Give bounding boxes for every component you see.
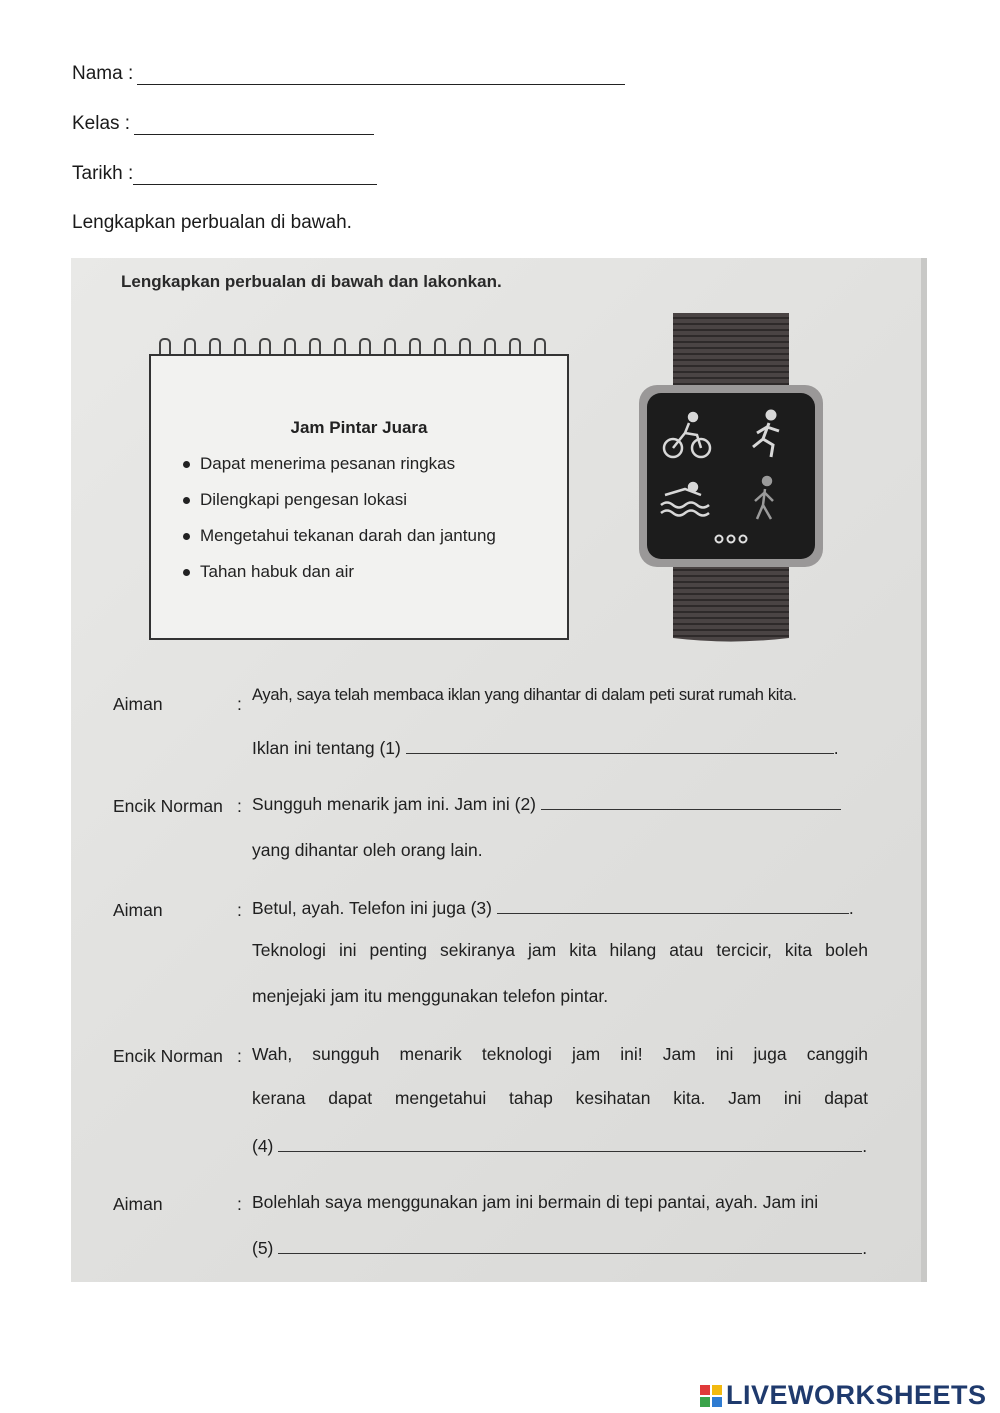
watch-screen	[647, 393, 815, 559]
dialogue-line: (5) .	[252, 1238, 868, 1258]
photo-edge	[921, 258, 927, 1282]
speaker-name: Aiman	[113, 694, 163, 714]
name-field-row	[72, 63, 625, 85]
watch-strap-bottom	[673, 563, 789, 642]
dialogue-line: (4) .	[252, 1136, 868, 1156]
ad-notepad	[149, 354, 569, 640]
dialogue-line: Sungguh menarik jam ini. Jam ini (2)	[252, 794, 841, 815]
ad-feature: Dapat menerima pesanan ringkas	[183, 454, 455, 474]
date-label: Tarikh :	[72, 163, 134, 184]
dialogue-line: Iklan ini tentang (1) .	[252, 738, 839, 758]
worksheet-title: Lengkapkan perbualan di bawah dan lakonkan.	[121, 272, 502, 291]
dialogue-line: Ayah, saya telah membaca iklan yang dihantar di dalam peti surat rumah kita.	[252, 686, 797, 704]
ad-title: Jam Pintar Juara	[290, 418, 428, 437]
dialogue-line: menjejaki jam itu menggunakan telefon pintar.	[252, 986, 609, 1006]
speaker-name: Encik Norman	[113, 796, 223, 816]
answer-blank-2[interactable]	[541, 795, 841, 810]
class-label: Kelas :	[72, 113, 131, 134]
answer-blank-3[interactable]	[497, 899, 849, 914]
class-field-row	[72, 113, 374, 135]
answer-blank-5[interactable]	[278, 1239, 862, 1254]
ad-feature: Tahan habuk dan air	[183, 562, 354, 582]
dialogue-line: kerana dapat mengetahui tahap kesihatan kita. Jam ini dapat	[252, 1088, 868, 1108]
date-input-line[interactable]	[133, 166, 377, 185]
ad-feature: Dilengkapi pengesan lokasi	[183, 490, 407, 510]
name-input-line[interactable]	[137, 66, 625, 85]
instruction-text: Lengkapkan perbualan di bawah.	[72, 212, 352, 233]
class-input-line[interactable]	[134, 116, 374, 135]
speaker-name: Aiman	[113, 900, 163, 920]
dialogue-line: Betul, ayah. Telefon ini juga (3) .	[252, 898, 854, 918]
dialogue-line: yang dihantar oleh orang lain.	[252, 840, 483, 860]
logo-mark-icon	[700, 1385, 722, 1407]
dialogue-line: Wah, sungguh menarik teknologi jam ini! Jam ini juga canggih	[252, 1044, 868, 1064]
watch-strap-top	[673, 313, 789, 393]
worksheet-photo: Lengkapkan perbualan di bawah dan lakonkan. Jam Pintar Juara Dapat menerima pesanan ringkas Dilengkapi pengesan lokasi Mengetahui tekanan darah dan jantung Tahan habuk dan air Aiman : Ayah, saya telah membaca iklan yang dihantar di dalam peti surat rumah kita. Iklan ini tentang (1) . Encik Norman : Sungguh menarik jam ini. Jam ini (2) yang dihantar oleh orang lain. Aiman : Betul, ayah. Telefon ini juga (3) . Teknologi ini penting sekiranya jam kita hilang atau tercicir, kita boleh menjejaki jam itu menggunakan telefon pintar. Encik Norman : Wah, sungguh menarik teknologi jam ini! Jam ini juga canggih kerana dapat mengetahui tahap kesihatan kita. Jam ini dapat (4) . Aiman : Bolehlah saya menggunakan jam ini bermain di tepi pantai, ayah. Jam ini (5) .	[71, 258, 927, 1282]
ad-feature: Mengetahui tekanan darah dan jantung	[183, 526, 496, 546]
dialogue-line: Teknologi ini penting sekiranya jam kita hilang atau tercicir, kita boleh	[252, 940, 868, 960]
name-label: Nama :	[72, 63, 134, 84]
liveworksheets-logo	[700, 1380, 987, 1411]
speaker-name: Aiman	[113, 1194, 163, 1214]
answer-blank-1[interactable]	[406, 739, 834, 754]
dialogue-line: Bolehlah saya menggunakan jam ini bermain di tepi pantai, ayah. Jam ini	[252, 1192, 819, 1212]
answer-blank-4[interactable]	[278, 1137, 862, 1152]
logo-text: LIVEWORKSHEETS	[726, 1380, 987, 1410]
speaker-name: Encik Norman	[113, 1046, 223, 1066]
smartwatch-illustration	[631, 313, 831, 643]
date-field-row	[72, 163, 377, 185]
